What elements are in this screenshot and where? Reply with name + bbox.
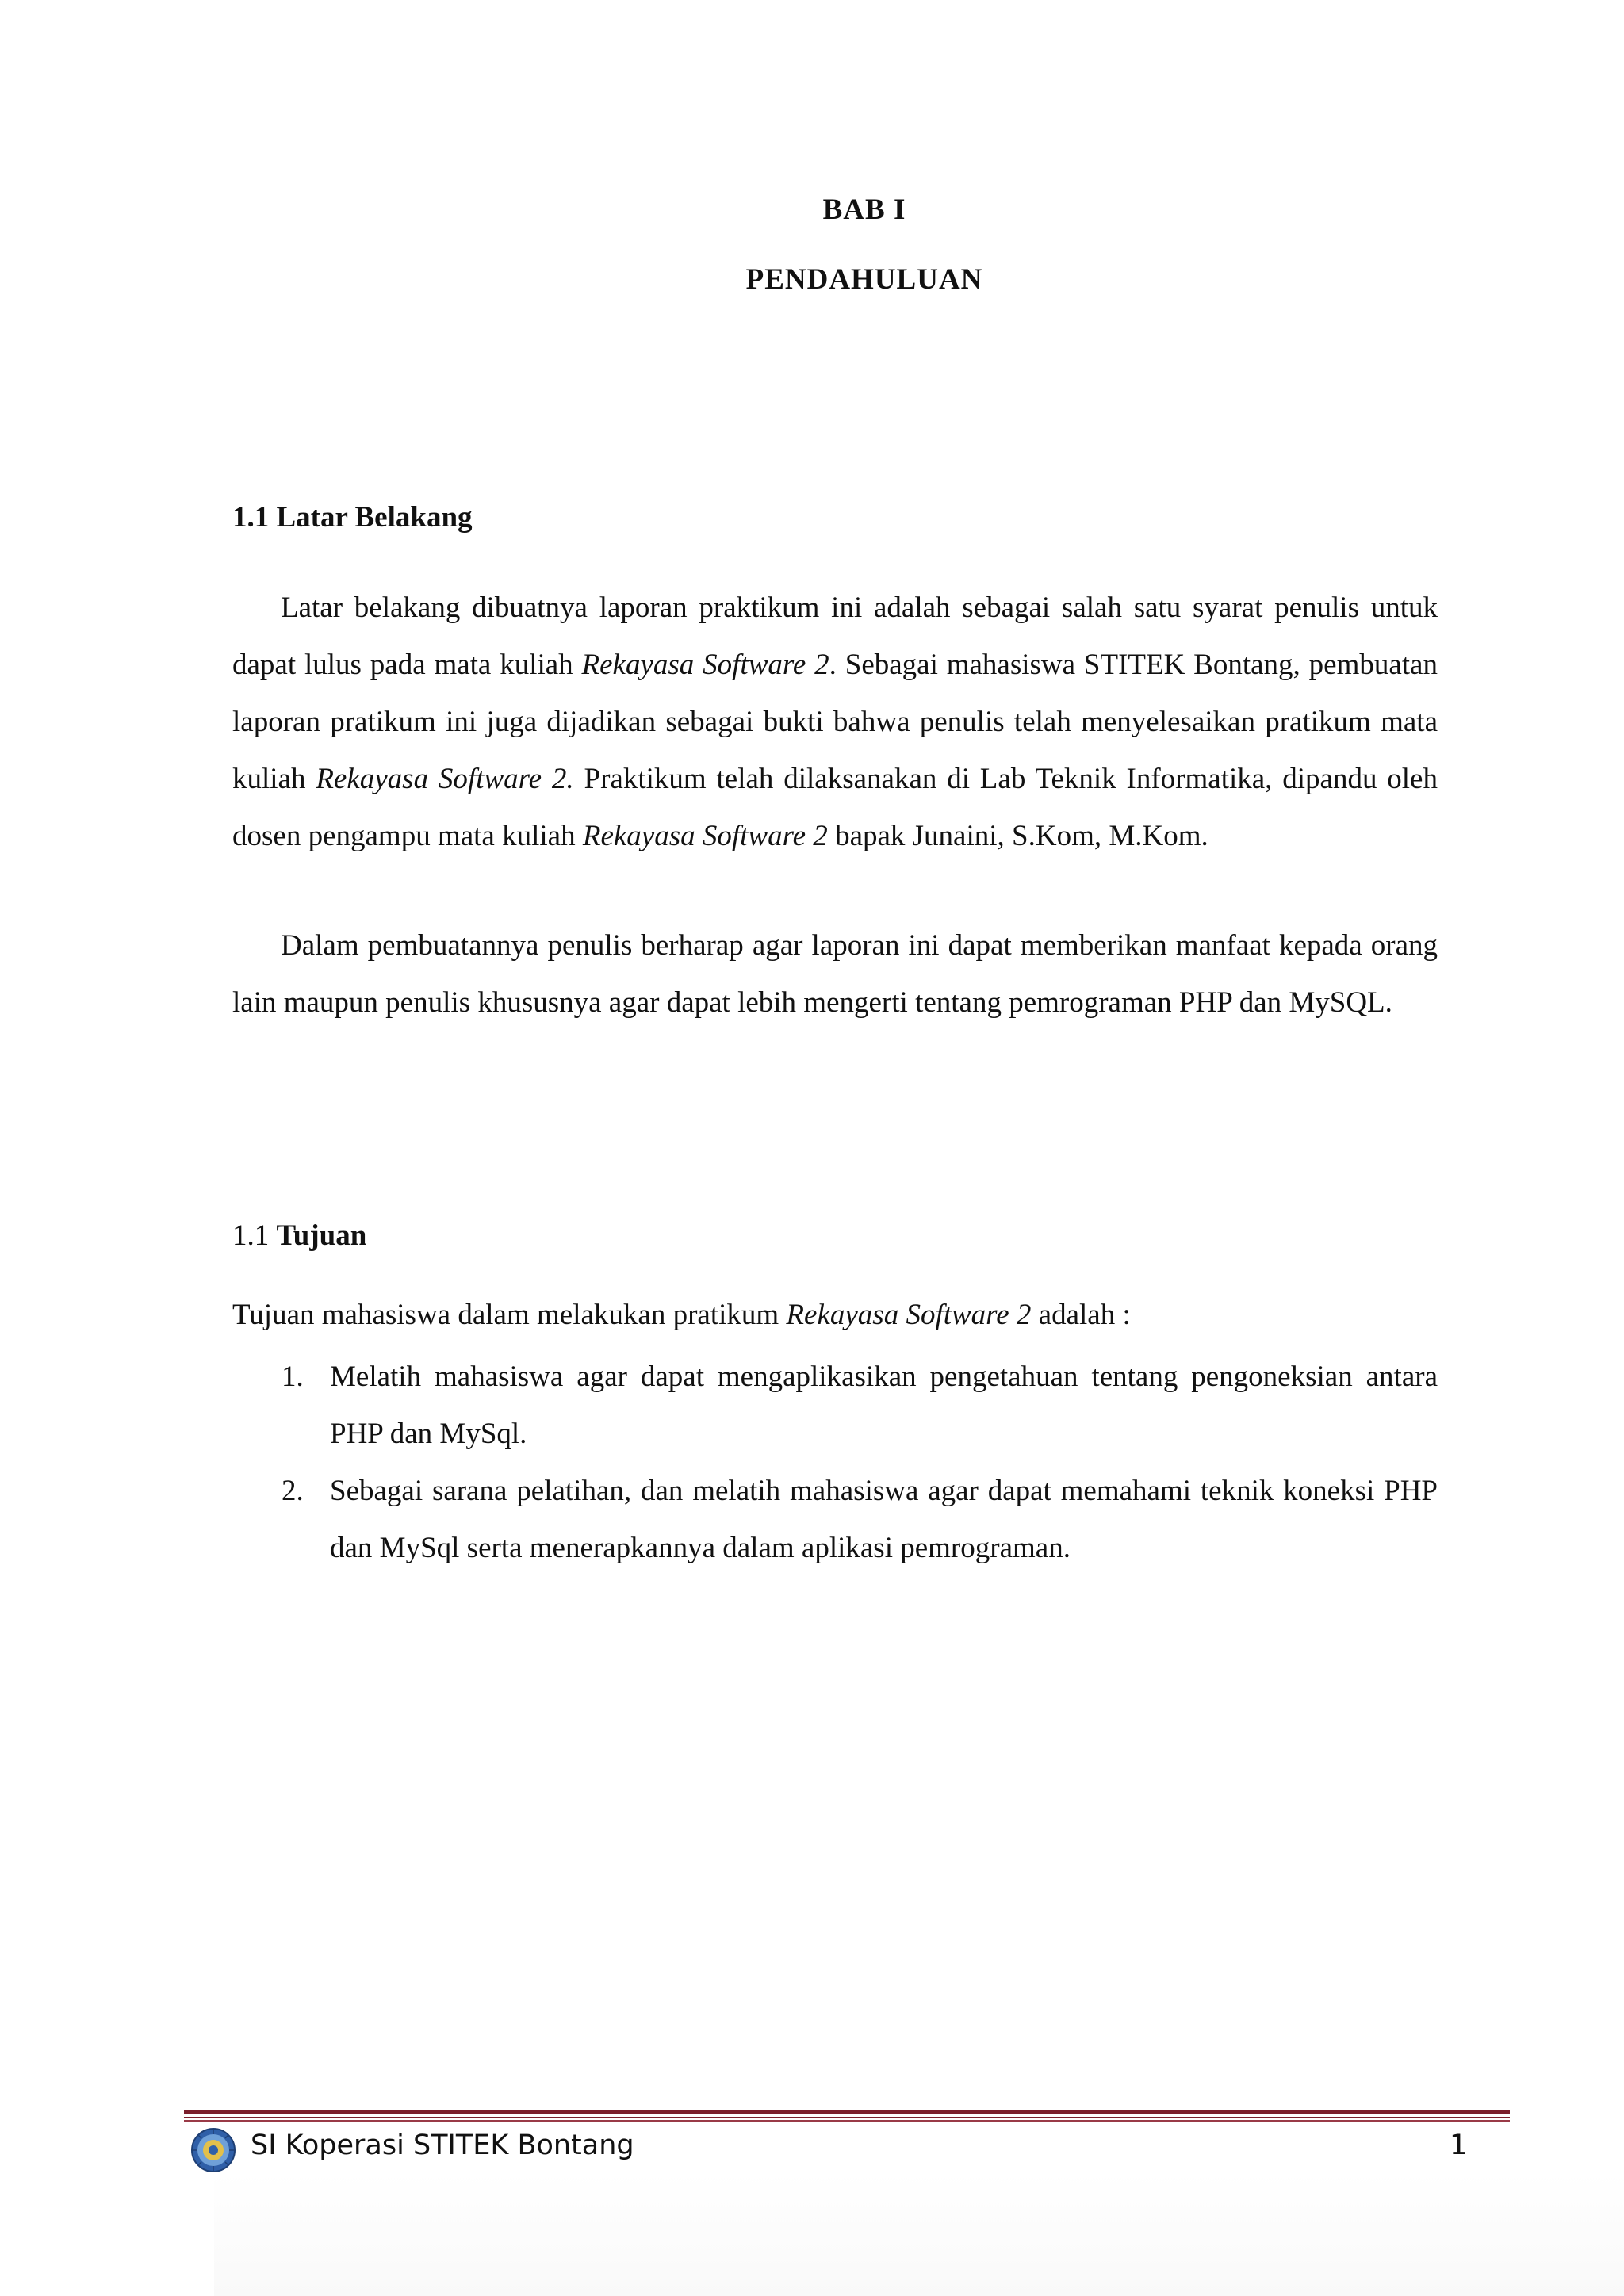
paragraph-text: Dalam pembuatannya penulis berharap agar laporan ini dapat memberikan manfaat kepada orang lain maupun penulis khususnya agar dapat lebih mengerti tentang pemrograman PHP dan MySQL. [232, 929, 1438, 1019]
list-item-number: 2. [282, 1475, 304, 1507]
page-number: 1 [1450, 2130, 1468, 2161]
paragraph-text [232, 580, 1438, 865]
intro-run: adalah : [1031, 1299, 1131, 1331]
intro-run: Tujuan mahasiswa dalam melakukan pratikum [232, 1299, 787, 1331]
paragraph-run: Rekayasa Software 2 [582, 820, 828, 852]
tujuan-intro [232, 1298, 1131, 1332]
list-item [232, 1463, 1438, 1577]
footer-title: SI Koperasi STITEK Bontang [251, 2130, 634, 2161]
footer-rule [184, 2110, 1510, 2122]
paragraph-run: Praktikum telah dilaksanakan di Lab Teknik Informatika, dipandu oleh dosen pengampu mata kuliah [232, 763, 1438, 852]
section-heading-latar-belakang: 1.1 Latar Belakang [232, 501, 473, 534]
paragraph-run: Latar belakang dibuatnya laporan praktikum ini adalah sebagai salah satu syarat penulis untuk dapat lulus pada mata kuliah [232, 591, 1438, 681]
chapter-label: BAB I [822, 193, 906, 226]
intro-run: Rekayasa Software 2 [786, 1299, 1032, 1331]
paragraph-latar-belakang [232, 580, 1438, 865]
list-item-text: Sebagai sarana pelatihan, dan melatih mahasiswa agar dapat memahami teknik koneksi PHP dan MySql serta menerapkannya dalam aplikasi pemrograman. [330, 1475, 1438, 1564]
section-title: Tujuan [276, 1219, 367, 1252]
stitek-logo-icon [190, 2127, 236, 2173]
list-item-text: Melatih mahasiswa agar dapat mengaplikasikan pengetahuan tentang pengoneksian antara PHP dan MySql. [330, 1360, 1438, 1450]
paragraph-run: Rekayasa Software 2. [316, 763, 574, 795]
chapter-title: PENDAHULUAN [745, 263, 983, 296]
list-item-number: 1. [282, 1360, 304, 1393]
list-item [232, 1349, 1438, 1463]
tujuan-list [232, 1349, 1438, 1577]
section-number: 1.1 [232, 1219, 270, 1252]
paragraph-run: bapak Junaini, S.Kom, M.Kom. [827, 820, 1208, 852]
paragraph-harapan [232, 917, 1438, 1031]
page-shade [214, 2172, 1624, 2296]
paragraph-run: Rekayasa Software 2 [581, 649, 829, 681]
paragraph-run: . Sebagai mahasiswa STITEK Bontang, pembuatan laporan pratikum ini juga dijadikan sebagai bukti bahwa penulis telah menyelesaikan pratikum mata kuliah [232, 649, 1438, 795]
section-heading-tujuan [232, 1219, 366, 1253]
